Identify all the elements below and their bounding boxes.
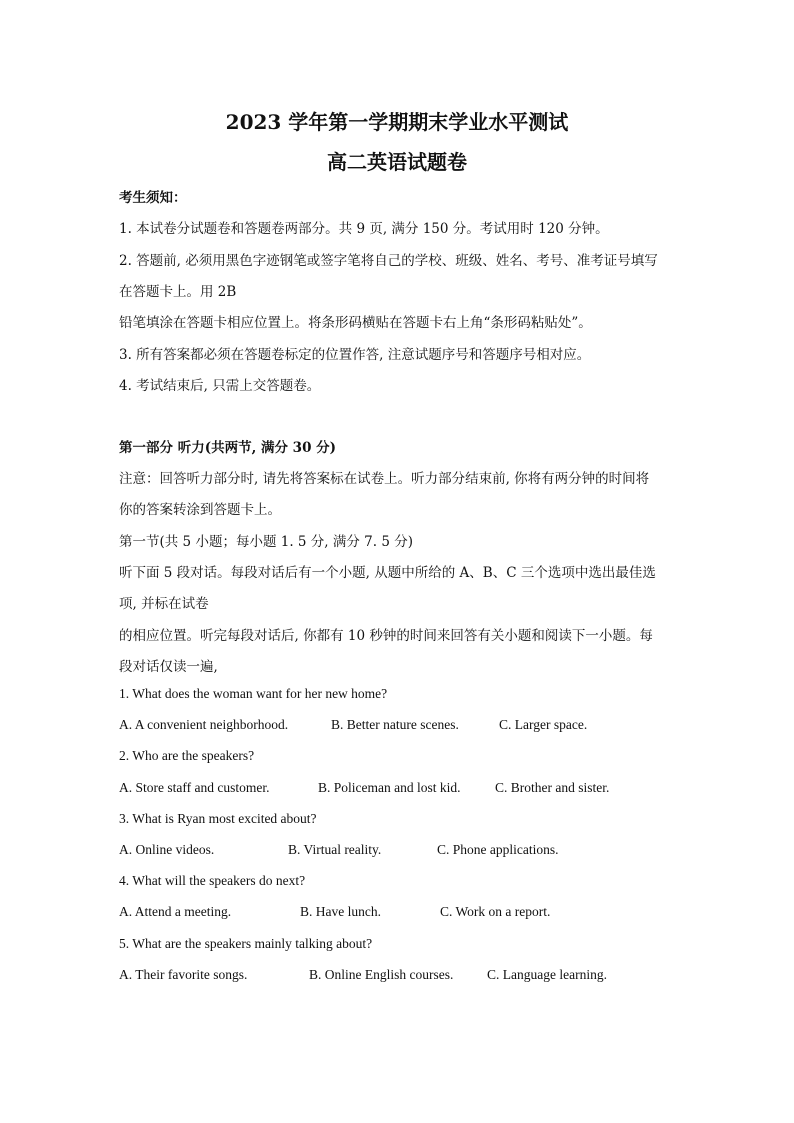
option-a: A. Their favorite songs.	[119, 967, 248, 982]
notice-item: 在答题卡上。用 2B	[119, 284, 237, 300]
option-a: A. Online videos.	[119, 842, 215, 857]
notice-heading: 考生须知：	[119, 190, 187, 206]
section1-instructions: 项, 并标在试卷	[119, 596, 209, 612]
part1-heading: 第一部分 听力(共两节, 满分 30 分)	[119, 440, 337, 456]
option-b: B. Have lunch.	[300, 904, 381, 919]
section1-heading: 第一节(共 5 小题；每小题 1. 5 分, 满分 7. 5 分)	[119, 534, 413, 550]
question-text: 2. Who are the speakers?	[119, 748, 255, 763]
option-c: C. Language learning.	[487, 967, 607, 982]
option-a: A. A convenient neighborhood.	[119, 717, 289, 732]
option-c: C. Phone applications.	[437, 842, 559, 857]
notice-item: 铅笔填涂在答题卡相应位置上。将条形码横贴在答题卡右上角“条形码粘贴处”。	[119, 315, 592, 331]
notice-item: 1. 本试卷分试题卷和答题卷两部分。共 9 页, 满分 150 分。考试用时 120 分钟。	[119, 221, 609, 237]
option-b: B. Virtual reality.	[288, 842, 382, 857]
part1-note: 注意：回答听力部分时, 请先将答案标在试卷上。听力部分结束前, 你将有两分钟的时间将	[119, 471, 650, 487]
option-a: A. Attend a meeting.	[119, 904, 232, 919]
option-c: C. Work on a report.	[440, 904, 551, 919]
section1-instructions: 听下面 5 段对话。每段对话后有一个小题, 从题中所给的 A、B、C 三个选项中选出最佳选	[119, 565, 656, 581]
exam-title: 2023 学年第一学期期末学业水平测试	[225, 110, 569, 134]
question-text: 1. What does the woman want for her new home?	[119, 686, 388, 701]
notice-item: 3. 所有答案都必须在答题卷标定的位置作答, 注意试题序号和答题序号相对应。	[119, 347, 591, 363]
notice-item: 2. 答题前, 必须用黑色字迹钢笔或签字笔将自己的学校、班级、姓名、考号、准考证号填写	[119, 253, 658, 269]
question-text: 5. What are the speakers mainly talking about?	[119, 936, 373, 951]
option-b: B. Better nature scenes.	[331, 717, 459, 732]
section1-instructions: 的相应位置。听完每段对话后, 你都有 10 秒钟的时间来回答有关小题和阅读下一小题。每	[119, 628, 653, 644]
option-b: B. Policeman and lost kid.	[318, 780, 461, 795]
option-c: C. Brother and sister.	[495, 780, 610, 795]
question-text: 3. What is Ryan most excited about?	[119, 811, 317, 826]
exam-subtitle: 高二英语试题卷	[327, 150, 467, 174]
option-a: A. Store staff and customer.	[119, 780, 270, 795]
notice-item: 4. 考试结束后, 只需上交答题卷。	[119, 378, 321, 394]
option-b: B. Online English courses.	[309, 967, 454, 982]
option-c: C. Larger space.	[499, 717, 588, 732]
part1-note: 你的答案转涂到答题卡上。	[119, 502, 281, 518]
question-text: 4. What will the speakers do next?	[119, 873, 306, 888]
section1-instructions: 段对话仅读一遍,	[119, 659, 218, 675]
